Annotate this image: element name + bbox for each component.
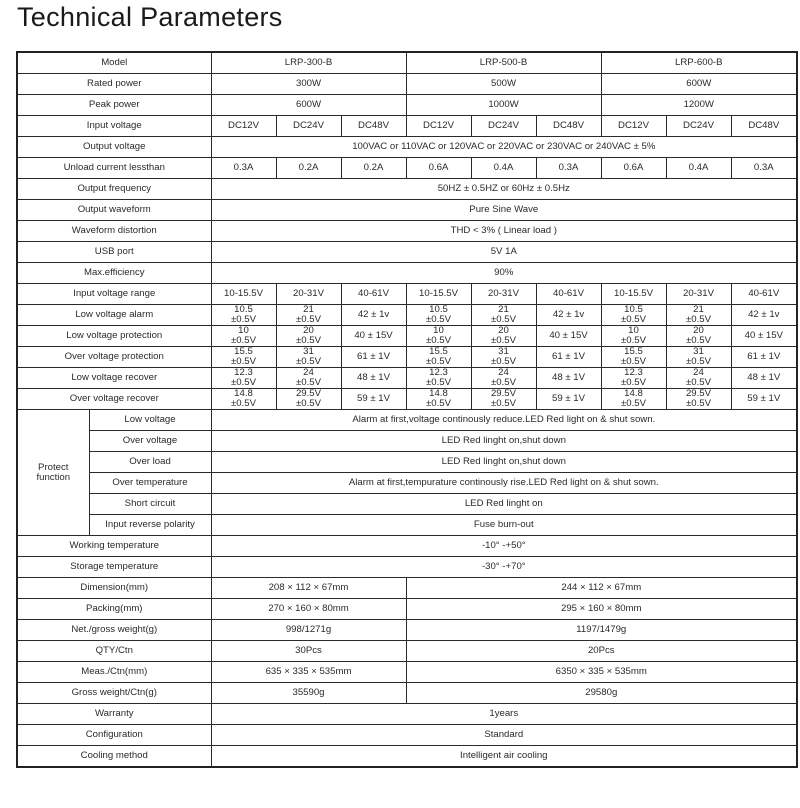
tolerance-value: ±0.5V <box>296 398 322 409</box>
row-label: Low voltage recover <box>17 368 211 389</box>
row-label: Rated power <box>17 74 211 95</box>
tolerance-value: ±0.5V <box>426 356 452 367</box>
value-cell: 0.3A <box>211 158 276 179</box>
value-cell: 635 × 335 × 535mm <box>211 662 406 683</box>
nominal-value: 15.5 <box>429 346 448 357</box>
table-row-waveform_distortion <box>17 221 797 242</box>
value-cell: 40-61V <box>536 284 601 305</box>
nominal-value: 21 <box>498 304 509 315</box>
protect-item-value: LED Red linght on,shut down <box>211 452 797 473</box>
value-cell <box>211 389 276 410</box>
tolerance-value: ±0.5V <box>686 314 712 325</box>
nominal-value: 15.5 <box>234 346 253 357</box>
nominal-value: 12.3 <box>234 367 253 378</box>
table-row-protect-2 <box>17 452 797 473</box>
row-label: Packing(mm) <box>17 599 211 620</box>
nominal-value: 29.5V <box>490 388 517 399</box>
table-row-low_voltage_recover <box>17 368 797 389</box>
value-cell <box>471 389 536 410</box>
value-cell <box>601 305 666 326</box>
table-row-input_voltage_range <box>17 284 797 305</box>
value-cell: 29580g <box>406 683 797 704</box>
value-cell: 1200W <box>601 95 797 116</box>
value-cell: 40-61V <box>731 284 797 305</box>
value-cell: 10-15.5V <box>211 284 276 305</box>
tolerance-value: ±0.5V <box>231 377 257 388</box>
value-cell: Pure Sine Wave <box>211 200 797 221</box>
nominal-value: 20 <box>498 325 509 336</box>
row-label: Model <box>17 52 211 74</box>
value-cell: 40 ± 15V <box>341 326 406 347</box>
nominal-value: 31 <box>498 346 509 357</box>
model-header: LRP-500-B <box>406 52 601 74</box>
value-cell: 40 ± 15V <box>731 326 797 347</box>
table-row-meas_ctn <box>17 662 797 683</box>
protect-item-value: Fuse burn-out <box>211 515 797 536</box>
table-row-output_frequency <box>17 179 797 200</box>
nominal-value: 12.3 <box>429 367 448 378</box>
row-label: Gross weight/Ctn(g) <box>17 683 211 704</box>
value-cell: DC48V <box>341 116 406 137</box>
value-cell: 5V 1A <box>211 242 797 263</box>
nominal-value: 10 <box>238 325 249 336</box>
value-cell: 59 ± 1V <box>341 389 406 410</box>
row-label: Max.efficiency <box>17 263 211 284</box>
value-cell: 500W <box>406 74 601 95</box>
spec-table <box>16 51 798 768</box>
table-row-protect-5 <box>17 515 797 536</box>
value-cell <box>601 389 666 410</box>
value-cell: 40-61V <box>341 284 406 305</box>
value-cell <box>406 368 471 389</box>
table-row-storage_temperature <box>17 557 797 578</box>
table-row-input_voltage <box>17 116 797 137</box>
value-cell: 42 ± 1v <box>731 305 797 326</box>
value-cell: THD < 3% ( Linear load ) <box>211 221 797 242</box>
tolerance-value: ±0.5V <box>491 398 517 409</box>
nominal-value: 24 <box>693 367 704 378</box>
value-cell <box>666 326 731 347</box>
row-label: Cooling method <box>17 746 211 768</box>
value-cell: 61 ± 1V <box>536 347 601 368</box>
row-label: Over voltage recover <box>17 389 211 410</box>
row-label: Unload current lessthan <box>17 158 211 179</box>
tolerance-value: ±0.5V <box>296 377 322 388</box>
value-cell: 0.4A <box>666 158 731 179</box>
table-row-qty_ctn <box>17 641 797 662</box>
nominal-value: 29.5V <box>685 388 712 399</box>
table-row-max_efficiency <box>17 263 797 284</box>
row-label: Net./gross weight(g) <box>17 620 211 641</box>
value-cell: 59 ± 1V <box>536 389 601 410</box>
value-cell <box>471 347 536 368</box>
value-cell: 1000W <box>406 95 601 116</box>
tolerance-value: ±0.5V <box>491 356 517 367</box>
tolerance-value: ±0.5V <box>426 377 452 388</box>
value-cell: -10° -+50° <box>211 536 797 557</box>
protect-item-label: Over voltage <box>89 431 211 452</box>
value-cell: 6350 × 335 × 535mm <box>406 662 797 683</box>
table-row-model <box>17 52 797 74</box>
value-cell <box>471 326 536 347</box>
row-label: Waveform distortion <box>17 221 211 242</box>
value-cell <box>276 326 341 347</box>
value-cell <box>601 347 666 368</box>
tolerance-value: ±0.5V <box>621 356 647 367</box>
model-header: LRP-600-B <box>601 52 797 74</box>
value-cell <box>666 368 731 389</box>
table-row-protect-3 <box>17 473 797 494</box>
protect-item-value: LED Red linght on,shut down <box>211 431 797 452</box>
value-cell <box>406 389 471 410</box>
value-cell: 0.2A <box>276 158 341 179</box>
table-row-dimension <box>17 578 797 599</box>
table-row-peak_power <box>17 95 797 116</box>
value-cell <box>211 326 276 347</box>
value-cell: 20Pcs <box>406 641 797 662</box>
model-header: LRP-300-B <box>211 52 406 74</box>
tolerance-value: ±0.5V <box>426 314 452 325</box>
value-cell: 0.3A <box>536 158 601 179</box>
row-label: QTY/Ctn <box>17 641 211 662</box>
tolerance-value: ±0.5V <box>491 314 517 325</box>
row-label: Output waveform <box>17 200 211 221</box>
value-cell: 48 ± 1V <box>731 368 797 389</box>
value-cell: 0.6A <box>601 158 666 179</box>
table-row-rated_power <box>17 74 797 95</box>
nominal-value: 14.8 <box>234 388 253 399</box>
nominal-value: 10 <box>433 325 444 336</box>
table-row-weight <box>17 620 797 641</box>
row-label: Over voltage protection <box>17 347 211 368</box>
nominal-value: 15.5 <box>624 346 643 357</box>
nominal-value: 14.8 <box>624 388 643 399</box>
nominal-value: 10.5 <box>234 304 253 315</box>
value-cell: 0.2A <box>341 158 406 179</box>
value-cell <box>601 326 666 347</box>
value-cell: 30Pcs <box>211 641 406 662</box>
value-cell: 100VAC or 110VAC or 120VAC or 220VAC or 230VAC or 240VAC ± 5% <box>211 137 797 158</box>
nominal-value: 10.5 <box>624 304 643 315</box>
value-cell: DC12V <box>406 116 471 137</box>
protect-item-value: Alarm at first,voltage continously reduce.LED Red light on & shut sown. <box>211 410 797 431</box>
value-cell: 600W <box>211 95 406 116</box>
table-row-over_voltage_protection <box>17 347 797 368</box>
value-cell <box>276 305 341 326</box>
value-cell: DC24V <box>666 116 731 137</box>
table-row-packing <box>17 599 797 620</box>
tolerance-value: ±0.5V <box>231 356 257 367</box>
value-cell <box>276 347 341 368</box>
value-cell: DC48V <box>536 116 601 137</box>
value-cell: 998/1271g <box>211 620 406 641</box>
value-cell: 42 ± 1v <box>341 305 406 326</box>
nominal-value: 20 <box>693 325 704 336</box>
table-row-protect-4 <box>17 494 797 515</box>
value-cell <box>666 347 731 368</box>
nominal-value: 12.3 <box>624 367 643 378</box>
nominal-value: 10 <box>628 325 639 336</box>
tolerance-value: ±0.5V <box>491 335 517 346</box>
table-row-cooling_method <box>17 746 797 768</box>
protect-item-label: Over load <box>89 452 211 473</box>
protect-item-label: Over temperature <box>89 473 211 494</box>
value-cell: 20-31V <box>276 284 341 305</box>
nominal-value: 21 <box>693 304 704 315</box>
value-cell: 10-15.5V <box>601 284 666 305</box>
nominal-value: 29.5V <box>295 388 322 399</box>
tolerance-value: ±0.5V <box>296 314 322 325</box>
tolerance-value: ±0.5V <box>621 398 647 409</box>
tolerance-value: ±0.5V <box>686 398 712 409</box>
table-row-usb_port <box>17 242 797 263</box>
table-row-low_voltage_protection <box>17 326 797 347</box>
value-cell: 244 × 112 × 67mm <box>406 578 797 599</box>
nominal-value: 21 <box>303 304 314 315</box>
value-cell: 208 × 112 × 67mm <box>211 578 406 599</box>
table-row-output_voltage <box>17 137 797 158</box>
value-cell: 20-31V <box>666 284 731 305</box>
value-cell: 59 ± 1V <box>731 389 797 410</box>
row-label: Dimension(mm) <box>17 578 211 599</box>
value-cell: 20-31V <box>471 284 536 305</box>
value-cell: DC48V <box>731 116 797 137</box>
table-row-low_voltage_alarm <box>17 305 797 326</box>
table-row-output_waveform <box>17 200 797 221</box>
value-cell: 42 ± 1v <box>536 305 601 326</box>
value-cell: DC12V <box>601 116 666 137</box>
value-cell: 295 × 160 × 80mm <box>406 599 797 620</box>
value-cell <box>471 305 536 326</box>
value-cell <box>406 347 471 368</box>
row-label: Low voltage alarm <box>17 305 211 326</box>
value-cell <box>666 389 731 410</box>
value-cell: 35590g <box>211 683 406 704</box>
value-cell: -30° -+70° <box>211 557 797 578</box>
value-cell: 270 × 160 × 80mm <box>211 599 406 620</box>
value-cell <box>601 368 666 389</box>
tolerance-value: ±0.5V <box>686 377 712 388</box>
value-cell: 1years <box>211 704 797 725</box>
nominal-value: 31 <box>303 346 314 357</box>
value-cell: 90% <box>211 263 797 284</box>
nominal-value: 10.5 <box>429 304 448 315</box>
value-cell <box>211 347 276 368</box>
value-cell: 61 ± 1V <box>731 347 797 368</box>
row-label: Input voltage <box>17 116 211 137</box>
tolerance-value: ±0.5V <box>296 335 322 346</box>
value-cell: Standard <box>211 725 797 746</box>
row-label: Storage temperature <box>17 557 211 578</box>
value-cell <box>211 368 276 389</box>
row-label: USB port <box>17 242 211 263</box>
value-cell: 10-15.5V <box>406 284 471 305</box>
value-cell: 300W <box>211 74 406 95</box>
value-cell: Intelligent air cooling <box>211 746 797 768</box>
tolerance-value: ±0.5V <box>491 377 517 388</box>
value-cell: DC24V <box>276 116 341 137</box>
tolerance-value: ±0.5V <box>621 335 647 346</box>
row-label: Meas./Ctn(mm) <box>17 662 211 683</box>
value-cell: 48 ± 1V <box>341 368 406 389</box>
value-cell <box>276 389 341 410</box>
value-cell <box>406 326 471 347</box>
value-cell: 48 ± 1V <box>536 368 601 389</box>
value-cell: 600W <box>601 74 797 95</box>
tolerance-value: ±0.5V <box>686 356 712 367</box>
row-label: Output frequency <box>17 179 211 200</box>
table-row-over_voltage_recover <box>17 389 797 410</box>
nominal-value: 31 <box>693 346 704 357</box>
value-cell: 0.4A <box>471 158 536 179</box>
nominal-value: 14.8 <box>429 388 448 399</box>
value-cell: DC24V <box>471 116 536 137</box>
value-cell <box>666 305 731 326</box>
value-cell <box>471 368 536 389</box>
protect-item-value: Alarm at first,tempurature continously rise.LED Red light on & shut sown. <box>211 473 797 494</box>
page-title: Technical Parameters <box>17 2 283 32</box>
row-label: Configuration <box>17 725 211 746</box>
table-row-unload_current <box>17 158 797 179</box>
table-row-warranty <box>17 704 797 725</box>
tolerance-value: ±0.5V <box>231 398 257 409</box>
table-row-protect-0 <box>17 410 797 431</box>
tolerance-value: ±0.5V <box>426 335 452 346</box>
tolerance-value: ±0.5V <box>426 398 452 409</box>
value-cell: 0.6A <box>406 158 471 179</box>
nominal-value: 24 <box>498 367 509 378</box>
value-cell <box>406 305 471 326</box>
row-label: Warranty <box>17 704 211 725</box>
table-row-configuration <box>17 725 797 746</box>
tolerance-value: ±0.5V <box>621 314 647 325</box>
value-cell <box>211 305 276 326</box>
protect-item-label: Input reverse polarity <box>89 515 211 536</box>
nominal-value: 20 <box>303 325 314 336</box>
value-cell: 61 ± 1V <box>341 347 406 368</box>
value-cell: 50HZ ± 0.5HZ or 60Hz ± 0.5Hz <box>211 179 797 200</box>
value-cell: 1197/1479g <box>406 620 797 641</box>
protect-item-value: LED Red linght on <box>211 494 797 515</box>
tolerance-value: ±0.5V <box>686 335 712 346</box>
row-label: Working temperature <box>17 536 211 557</box>
table-row-gross_weight_ctn <box>17 683 797 704</box>
tolerance-value: ±0.5V <box>296 356 322 367</box>
protect-item-label: Low voltage <box>89 410 211 431</box>
protect-function-label: Protect function <box>17 410 89 536</box>
tolerance-value: ±0.5V <box>231 335 257 346</box>
nominal-value: 24 <box>303 367 314 378</box>
value-cell: DC12V <box>211 116 276 137</box>
value-cell <box>276 368 341 389</box>
row-label: Peak power <box>17 95 211 116</box>
protect-item-label: Short circuit <box>89 494 211 515</box>
table-row-protect-1 <box>17 431 797 452</box>
table-row-working_temperature <box>17 536 797 557</box>
row-label: Output voltage <box>17 137 211 158</box>
tolerance-value: ±0.5V <box>231 314 257 325</box>
value-cell: 40 ± 15V <box>536 326 601 347</box>
row-label: Input voltage range <box>17 284 211 305</box>
value-cell: 0.3A <box>731 158 797 179</box>
row-label: Low voltage protection <box>17 326 211 347</box>
tolerance-value: ±0.5V <box>621 377 647 388</box>
